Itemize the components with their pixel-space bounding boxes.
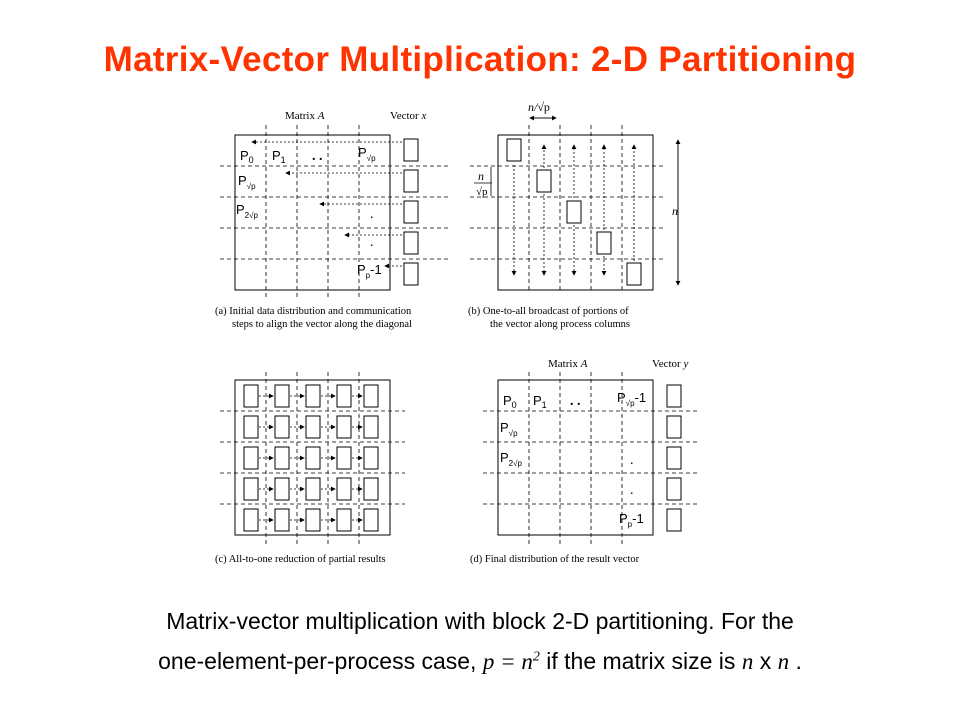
panel-d-caption: (d) Final distribution of the result vector bbox=[470, 554, 640, 565]
svg-text:Pp-1: $P_p-1$ bbox=[619, 511, 644, 529]
panel-a-matrix-label: Matrix A bbox=[285, 110, 325, 122]
label-p1: $P_1$ bbox=[272, 148, 286, 165]
svg-text:P√p: $P_{√p}$ bbox=[500, 420, 518, 438]
panel-c bbox=[215, 372, 405, 565]
dot: . bbox=[370, 207, 374, 222]
label-p0: $P_0$ bbox=[240, 148, 254, 165]
label-dots: . . bbox=[312, 149, 323, 164]
panel-b-dim-label: n bbox=[672, 204, 678, 218]
vector-block bbox=[404, 170, 418, 192]
svg-text:√p: √p bbox=[476, 186, 488, 198]
panel-a-caption: (a) Initial data distribution and communication steps to align the vector along the diagonal bbox=[215, 306, 412, 330]
dot: . bbox=[370, 235, 374, 250]
svg-text:.: . bbox=[630, 483, 634, 498]
panel-d-result-blocks bbox=[667, 385, 681, 531]
label-p-sqrtp: $P_{√p}$ bbox=[358, 145, 376, 163]
vector-block bbox=[404, 139, 418, 161]
panel-a-vector-blocks bbox=[404, 139, 418, 285]
svg-text:P2√p: $P_{2√p}$ bbox=[500, 450, 522, 468]
panel-b-side-label: n bbox=[478, 169, 484, 183]
panel-b-caption: (b) One-to-all broadcast of portions of the vector along process columns bbox=[468, 306, 630, 330]
vector-block bbox=[404, 201, 418, 223]
panel-d bbox=[470, 358, 700, 565]
panel-b-top-label: n/√p bbox=[528, 100, 550, 114]
caption-line-2: one-element-per-process case, $p = n^2$ if the matrix size is n x n . bbox=[158, 648, 802, 674]
svg-text:P0: $P_0$ bbox=[503, 393, 517, 410]
panel-c-caption: (c) All-to-one reduction of partial results bbox=[215, 554, 386, 565]
panel-a-process-labels bbox=[236, 145, 382, 280]
svg-text:. .: . . bbox=[570, 394, 581, 409]
panel-a-vector-label: Vector x bbox=[390, 110, 427, 122]
panel-d-matrix-label: Matrix A bbox=[548, 358, 588, 370]
panel-b bbox=[468, 100, 678, 330]
svg-text:.: . bbox=[630, 453, 634, 468]
panel-a bbox=[215, 110, 450, 330]
slide-title: Matrix-Vector Multiplication: 2-D Partitioning bbox=[103, 40, 857, 79]
vector-block bbox=[404, 232, 418, 254]
caption-line-1: Matrix-vector multiplication with block 2-D partitioning. For the bbox=[166, 608, 794, 634]
svg-text:P1: $P_1$ bbox=[533, 393, 547, 410]
vector-block bbox=[404, 263, 418, 285]
panel-d-vector-label: Vector y bbox=[652, 358, 689, 370]
svg-text:P√p-1: $P_{√p}-1$ bbox=[617, 390, 647, 408]
label-p-last: $P_p-1$ bbox=[357, 262, 382, 280]
label-p-sqrtp-row: $P_{√p}$ bbox=[238, 173, 256, 191]
label-p-2sqrtp: $P_{2√p}$ bbox=[236, 202, 258, 220]
